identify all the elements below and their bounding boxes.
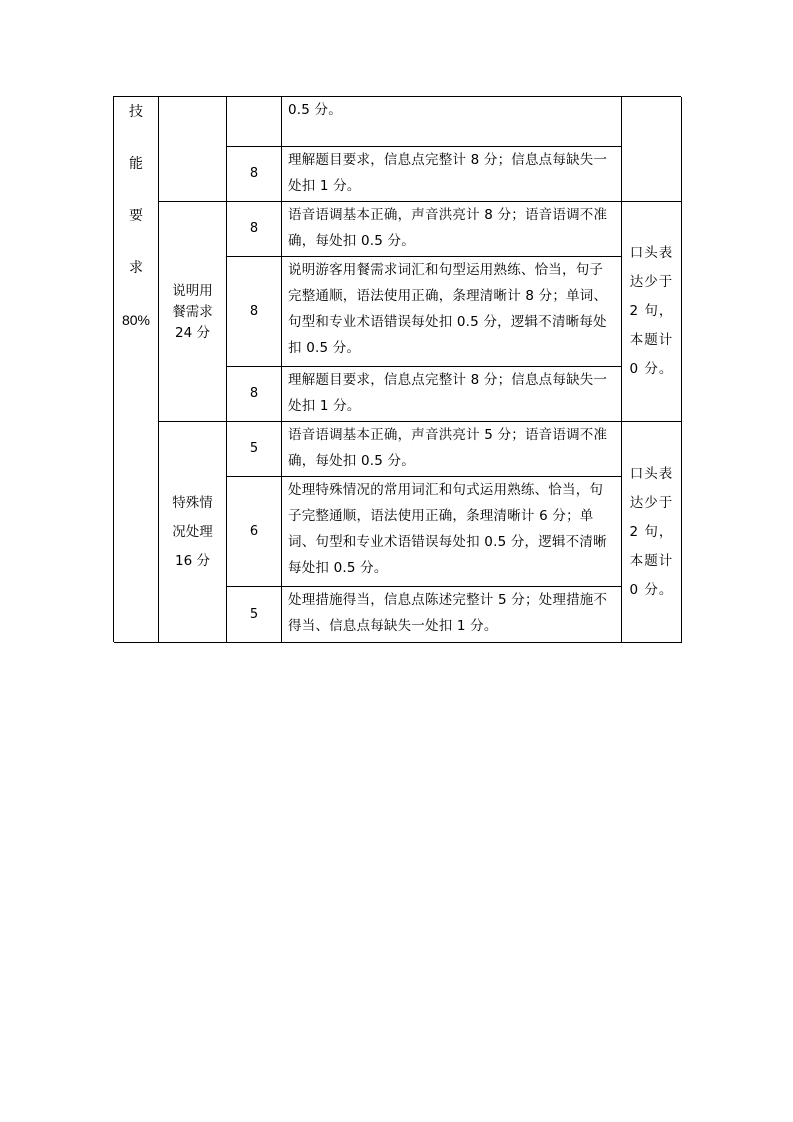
category-char: 能 [129, 156, 143, 172]
category-percent: 80% [121, 312, 151, 328]
item-name-line: 况处理 [172, 523, 213, 540]
note-line: 0 分。 [629, 581, 674, 598]
item-name-line: 说明用 [172, 283, 213, 299]
score-cell: 5 [227, 587, 282, 643]
item-name-cell [159, 422, 227, 643]
item-points: 24 分 [175, 325, 210, 341]
category-char: 技 [129, 104, 143, 120]
score-cell: 8 [227, 257, 282, 367]
note-line: 2 句， [629, 303, 674, 319]
category-char: 求 [129, 260, 143, 276]
category-char: 要 [129, 208, 143, 224]
note-line: 口头表 [629, 245, 674, 261]
description-cell: 处理特殊情况的常用词汇和句式运用熟练、恰当，句子完整通顺，语法使用正确，条理清晰计 6 分；单词、句型和专业术语错误每处扣 0.5 分，逻辑不清晰每处扣 0.5 分。 [282, 477, 622, 587]
description-cell: 理解题目要求，信息点完整计 8 分；信息点每缺失一处扣 1 分。 [282, 147, 622, 202]
note-line: 本题计 [629, 332, 674, 348]
description-cell: 理解题目要求，信息点完整计 8 分；信息点每缺失一处扣 1 分。 [282, 367, 622, 422]
score-cell: 8 [227, 367, 282, 422]
score-cell: 8 [227, 202, 282, 257]
note-line: 达少于 [629, 494, 674, 511]
description-cell: 语音语调基本正确，声音洪亮计 8 分；语音语调不准确，每处扣 0.5 分。 [282, 202, 622, 257]
item-name-line: 餐需求 [172, 304, 213, 320]
note-cell [622, 202, 682, 422]
scoring-table [113, 96, 681, 642]
note-line: 口头表 [629, 465, 674, 482]
item-name-line: 特殊情 [172, 494, 213, 511]
note-line: 本题计 [629, 552, 674, 569]
item-points: 16 分 [175, 552, 210, 569]
item-name-cell [159, 97, 227, 202]
note-line: 达少于 [629, 274, 674, 290]
description-cell: 处理措施得当，信息点陈述完整计 5 分；处理措施不得当、信息点每缺失一处扣 1 分。 [282, 587, 622, 643]
description-cell: 0.5 分。 [282, 97, 622, 147]
note-cell [622, 97, 682, 202]
score-cell: 6 [227, 477, 282, 587]
description-cell: 说明游客用餐需求词汇和句型运用熟练、恰当，句子完整通顺，语法使用正确，条理清晰计 8 分；单词、句型和专业术语错误每处扣 0.5 分，逻辑不清晰每处扣 0.5 分。 [282, 257, 622, 367]
score-cell: 5 [227, 422, 282, 477]
category-cell [114, 97, 159, 643]
note-line: 2 句， [629, 523, 674, 540]
description-cell: 语音语调基本正确，声音洪亮计 5 分；语音语调不准确，每处扣 0.5 分。 [282, 422, 622, 477]
note-line: 0 分。 [629, 361, 674, 377]
score-cell [227, 97, 282, 147]
item-name-cell [159, 202, 227, 422]
note-cell [622, 422, 682, 643]
score-cell: 8 [227, 147, 282, 202]
